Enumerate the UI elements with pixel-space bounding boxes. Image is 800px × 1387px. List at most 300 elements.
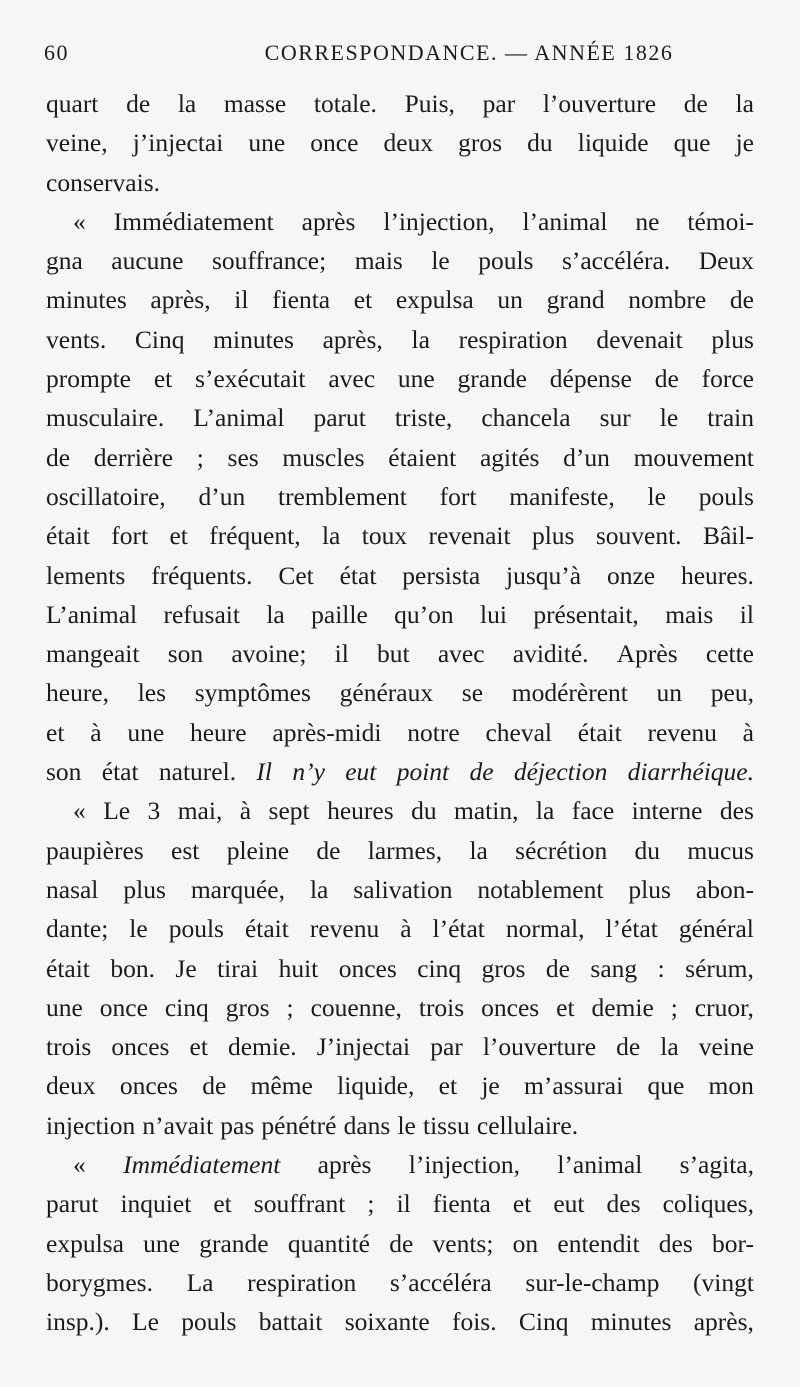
word: il [334,639,349,669]
word: il [234,285,249,315]
text-line [46,1184,754,1223]
word: fréquent, [209,521,301,551]
word: une [127,717,165,747]
word: et [153,364,173,394]
word: le [659,403,679,433]
text-line [46,202,754,241]
word: (vingt [693,1267,754,1297]
word: après-midi [272,717,382,747]
word: injection [46,1110,136,1140]
word: par [482,89,516,118]
word: cinq [164,992,209,1022]
text-line [46,320,754,359]
word: je [481,1071,500,1101]
word: face [571,796,615,826]
word: déjection [513,757,608,787]
text-line [46,1106,754,1145]
word: : [657,953,665,983]
word: même [250,1071,313,1101]
word: m’assurai [524,1071,624,1101]
word: la [535,796,555,826]
word: on [512,1228,539,1258]
word: de [316,835,341,865]
word: soixante [344,1307,430,1337]
word: de [616,1032,641,1062]
word: pouls [698,481,754,511]
word: la [411,324,430,354]
word: sur-le-champ [525,1267,660,1297]
word: l’ouverture [542,89,657,118]
word: cinq [417,953,462,983]
word: chancela [481,403,571,433]
word: il [739,599,754,629]
word: onces [338,953,397,983]
word: 3 [147,796,161,826]
word: masse [223,89,287,118]
text-line [46,163,754,202]
word: sérum, [685,953,754,983]
word: cellulaire. [476,1110,579,1140]
text-line [46,280,754,319]
word: souffrant [253,1189,346,1219]
word: je [735,128,754,158]
word: d’un [563,442,610,472]
word: l’animal [557,1150,643,1180]
word: derrière [93,442,174,472]
word: J’injectai [316,1032,411,1062]
word: Il [256,757,272,787]
word: demie. [227,1032,297,1062]
word: peu, [710,678,754,708]
word: liquide [577,128,649,158]
word: nombre [628,285,707,315]
word: plus [123,874,166,904]
word: un [497,285,523,315]
text-line [46,84,754,123]
word: Cinq [518,1307,569,1337]
word: battait [258,1307,323,1337]
text-line [46,713,754,752]
word: onces [119,1071,178,1101]
word: « [73,206,86,236]
word: de [654,364,679,394]
word: et [512,1189,532,1219]
word: nasal [46,874,99,904]
word: il [396,1189,411,1219]
word: Immédiatement [123,1150,281,1180]
word: coliques, [662,1189,754,1219]
word: revenait [428,521,511,551]
word: paille [311,599,368,629]
text-line [46,477,754,516]
word: et [46,717,65,747]
word: dante; [46,914,109,944]
text-line [46,634,754,673]
word: mucus [687,835,754,865]
word: agités [479,442,540,472]
word: après [301,206,356,236]
word: plus [628,874,671,904]
word: gros [225,992,270,1022]
word: interne [631,796,703,826]
word: insp.). [46,1307,110,1337]
word: mais [354,246,403,276]
word: après [317,1150,372,1180]
word: bon. [110,953,155,983]
word: le [647,481,666,511]
running-title: CORRESPONDANCE. — ANNÉE 1826 [264,40,674,65]
word: des [606,1189,641,1219]
running-head [44,40,754,76]
word: l’état [605,914,658,944]
word: expulsa [395,285,474,315]
word: ne [635,206,660,236]
word: son [167,639,204,669]
word: l’injection, [408,1150,520,1180]
word: ; [367,1189,375,1219]
word: entendit [557,1228,640,1258]
word: pas [220,1110,255,1140]
body-text [46,84,754,1342]
word: plus [711,324,754,354]
word: heures. [680,560,754,590]
word: grand [546,285,605,315]
word: s’accéléra [389,1267,492,1297]
word: à [90,717,102,747]
word: expulsa [46,1228,124,1258]
word: abon- [695,874,754,904]
word: conservais. [46,167,161,197]
text-line [46,1145,754,1184]
word: avec [328,364,376,394]
word: du [527,128,553,158]
word: musculaire. [46,403,165,433]
word: Après [616,639,678,669]
word: L’animal [46,599,138,629]
word: notablement [477,874,604,904]
word: la [266,599,285,629]
text-line [46,988,754,1027]
word: avec [437,639,485,669]
word: sept [268,796,310,826]
word: une [46,992,83,1022]
word: avidité. [512,639,589,669]
word: la [469,835,488,865]
word: muscles [282,442,365,472]
word: respiration [458,324,568,354]
word: des [658,1228,693,1258]
word: « [73,796,86,826]
word: grande [457,364,527,394]
word: que [673,128,711,158]
word: de [545,953,570,983]
word: mon [708,1071,754,1101]
word: grande [199,1228,269,1258]
text-line [46,516,754,555]
word: paupières [46,835,144,865]
word: s’accéléra. [561,246,671,276]
word: était [46,521,90,551]
word: force [701,364,754,394]
word: La [186,1267,214,1297]
word: eut [553,1189,585,1219]
word: refusait [163,599,240,629]
word: Immédiatement [113,206,274,236]
word: aucune [111,246,184,276]
word: tirai [217,953,259,983]
word: la [735,89,754,118]
word: onces [111,1032,170,1062]
word: de [683,89,708,118]
word: demie [591,992,654,1022]
text-line [46,1066,754,1105]
word: revenu [309,914,380,944]
word: fienta [432,1189,491,1219]
word: plus [531,521,575,551]
word: des [719,796,754,826]
text-line [46,791,754,830]
text-line [46,673,754,712]
word: la [309,874,329,904]
word: souffrance; [211,246,327,276]
word: quantité [287,1228,370,1258]
word: heure, [46,678,110,708]
word: de [46,442,71,472]
text-line [46,752,754,791]
word: à [239,796,252,826]
word: mais [665,599,714,629]
word: mai, [177,796,223,826]
word: cruor, [694,992,754,1022]
word: état [339,560,377,590]
word: revenu [647,717,717,747]
word: et [213,1189,232,1219]
word: eut [345,757,377,787]
word: sécrétion [515,835,608,865]
word: modérèrent [511,678,628,708]
text-line [46,909,754,948]
word: la [660,1032,679,1062]
word: veine [698,1032,754,1062]
word: était [244,914,289,944]
word: tissu [422,1110,470,1140]
word: salivation [353,874,453,904]
word: matin, [454,796,519,826]
word: cheval [485,717,552,747]
text-line [46,398,754,437]
word: après, [322,324,383,354]
word: de [729,285,754,315]
word: inquiet [120,1189,192,1219]
word: l’état [432,914,485,944]
word: de [389,1228,414,1258]
word: symptômes [194,678,311,708]
word: pleine [226,835,290,865]
word: l’animal [522,206,608,236]
text-line [46,1027,754,1066]
word: pénétré [261,1110,337,1140]
word: à [400,914,412,944]
word: l’injection, [383,206,495,236]
word: était [46,953,90,983]
word: sang [590,953,638,983]
word: était [577,717,622,747]
word: diarrhéique. [627,757,754,787]
word: après, [150,285,211,315]
text-line [46,123,754,162]
word: onces [481,992,540,1022]
word: trois [46,1032,92,1062]
word: par [430,1032,463,1062]
word: marquée, [190,874,285,904]
word: parut [313,403,366,433]
word: que [647,1071,685,1101]
word: est [171,835,200,865]
word: témoi- [687,206,754,236]
text-line [46,241,754,280]
word: qu’on [394,599,454,629]
word: Puis, [404,89,455,118]
word: fréquents. [151,560,253,590]
word: et [438,1071,458,1101]
word: minutes [590,1307,672,1337]
word: s’agita, [679,1150,754,1180]
word: Le [132,1307,159,1337]
word: mangeait [46,639,140,669]
word: notre [407,717,460,747]
word: ses [227,442,259,472]
word: de [126,89,151,118]
word: vents; [432,1228,494,1258]
word: lements [46,560,126,590]
word: généraux [339,678,434,708]
word: Deux [698,246,754,276]
word: persista [402,560,481,590]
word: s’exécutait [195,364,306,394]
word: état [101,757,139,787]
text-line [46,595,754,634]
word: le [397,1110,416,1140]
text-line [46,831,754,870]
word: Cet [278,560,314,590]
text-line [46,949,754,988]
word: L’animal [193,403,285,433]
word: « [73,1150,86,1180]
word: couenne, [310,992,402,1022]
word: général [678,914,754,944]
word: trois [418,992,465,1022]
word: deux [46,1071,96,1101]
word: point [396,757,450,787]
word: dans [343,1110,391,1140]
word: minutes [46,285,127,315]
word: lui [480,599,507,629]
word: heure [189,717,247,747]
word: totale. [313,89,377,118]
word: et [169,521,188,551]
word: deux [383,128,434,158]
word: jusqu’à [506,560,582,590]
word: cette [705,639,754,669]
word: tremblement [277,481,407,511]
text-line [46,1263,754,1302]
word: après, [693,1307,754,1337]
word: son [46,757,82,787]
word: mouvement [633,442,754,472]
word: liquide, [337,1071,415,1101]
word: du [411,796,437,826]
word: ; [286,992,294,1022]
word: présentait, [533,599,639,629]
word: un [656,678,683,708]
word: fois. [451,1307,497,1337]
word: bor- [712,1228,754,1258]
word: les [137,678,167,708]
word: une [248,128,286,158]
word: Le [103,796,131,826]
word: manifeste, [509,481,615,511]
word: fort [439,481,477,511]
word: j’injectai [132,128,224,158]
text-line [46,438,754,477]
word: Je [175,953,197,983]
word: oscillatoire, [46,481,166,511]
word: larmes, [367,835,443,865]
word: une [397,364,435,394]
word: respiration [247,1267,357,1297]
word: l’ouverture [482,1032,597,1062]
word: n’avait [142,1110,214,1140]
word: vents. [46,324,107,354]
word: once [310,128,359,158]
word: train [707,403,754,433]
word: avoine; [231,639,307,669]
word: pouls [478,246,534,276]
word: once [99,992,148,1022]
word: ; [670,992,678,1022]
word: gros [481,953,526,983]
word: naturel. [158,757,237,787]
word: et [556,992,575,1022]
text-line [46,1302,754,1341]
text-line [46,556,754,595]
word: triste, [394,403,453,433]
word: de [469,757,494,787]
word: onze [606,560,656,590]
word: souvent. [595,521,682,551]
text-line [46,1224,754,1263]
word: minutes [213,324,294,354]
word: la [177,89,197,118]
word: prompte [46,364,131,394]
word: but [377,639,410,669]
word: se [461,678,484,708]
word: sur [599,403,631,433]
word: étaient [388,442,457,472]
word: du [634,835,661,865]
word: la [321,521,341,551]
word: pouls [181,1307,237,1337]
word: une [143,1228,180,1258]
word: dépense [549,364,632,394]
word: le [129,914,148,944]
word: veine, [46,128,108,158]
word: borygmes. [46,1267,153,1297]
word: parut [46,1189,99,1219]
word: et [353,285,373,315]
word: le [431,246,450,276]
word: ; [196,442,204,472]
